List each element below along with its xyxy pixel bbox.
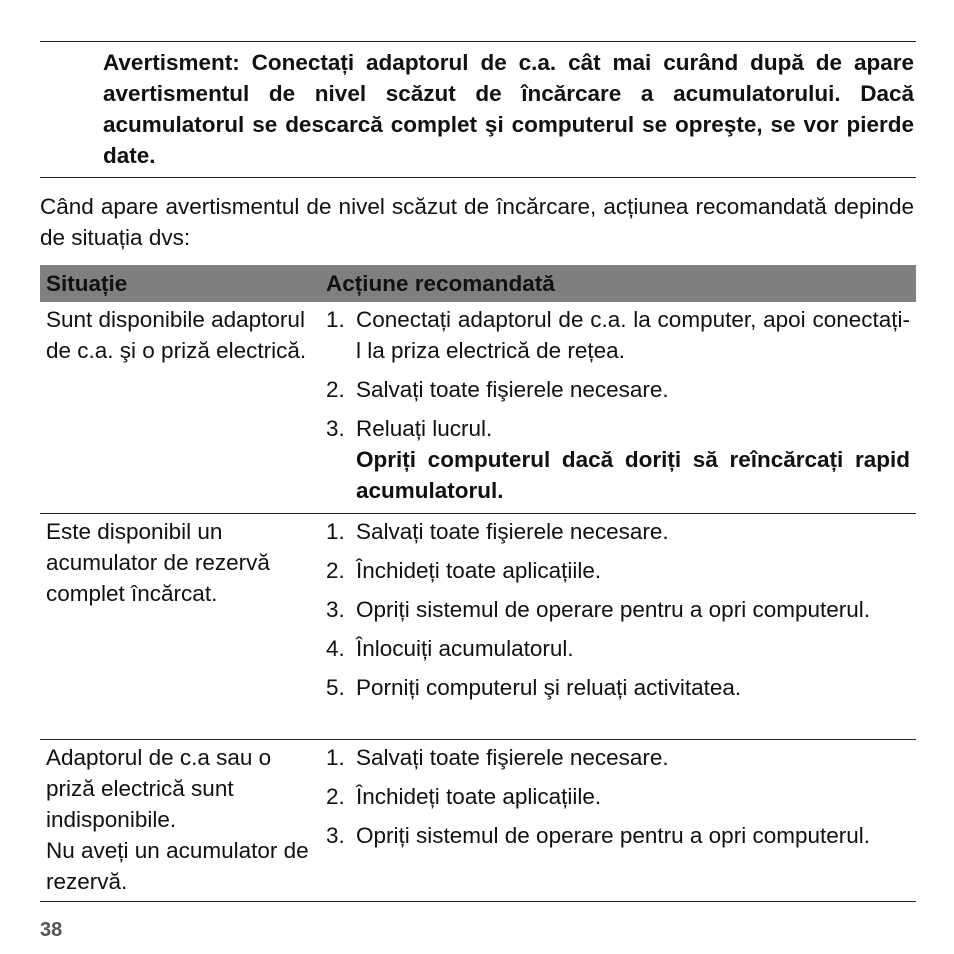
table-row bbox=[40, 302, 916, 514]
action-item bbox=[326, 594, 910, 625]
item-text: Salvați toate fişierele necesare. bbox=[356, 519, 669, 544]
action-item bbox=[326, 672, 910, 703]
header-action: Acțiune recomandată bbox=[326, 271, 555, 296]
item-text: Înlocuiți acumulatorul. bbox=[356, 636, 574, 661]
situation-text: Adaptorul de c.a sau o priză electrică sunt indisponibile. bbox=[46, 745, 272, 832]
item-number: 4. bbox=[326, 636, 345, 661]
item-number: 1. bbox=[326, 745, 345, 770]
item-text-group bbox=[356, 413, 910, 506]
table-header bbox=[40, 265, 916, 302]
action-item bbox=[326, 633, 910, 664]
item-number: 2. bbox=[326, 377, 345, 402]
action-item bbox=[326, 742, 910, 773]
item-number: 2. bbox=[326, 784, 345, 809]
situation-text: Sunt disponibile adaptorul de c.a. şi o priză electrică. bbox=[46, 307, 307, 363]
item-number: 1. bbox=[326, 307, 345, 332]
item-note: Opriți computerul dacă doriți să reîncărcați rapid acumulatorul. bbox=[356, 447, 910, 503]
item-text: Salvați toate fişierele necesare. bbox=[356, 377, 669, 402]
item-text: Salvați toate fişierele necesare. bbox=[356, 745, 669, 770]
action-item bbox=[326, 374, 910, 405]
item-text: Închideți toate aplicațiile. bbox=[356, 784, 602, 809]
item-number: 3. bbox=[326, 597, 345, 622]
item-text: Închideți toate aplicațiile. bbox=[356, 558, 602, 583]
item-text: Conectați adaptorul de c.a. la computer, apoi conectați-l la priza electrică de rețea. bbox=[356, 307, 910, 363]
warning-bottom-rule bbox=[40, 177, 916, 178]
action-item bbox=[326, 516, 910, 547]
item-number: 3. bbox=[326, 416, 345, 441]
item-text: Porniți computerul şi reluați activitatea. bbox=[356, 675, 742, 700]
situation-text: Este disponibil un acumulator de rezervă complet încărcat. bbox=[46, 519, 270, 606]
item-number: 2. bbox=[326, 558, 345, 583]
action-item bbox=[326, 413, 910, 506]
top-rule bbox=[40, 41, 916, 42]
action-item bbox=[326, 555, 910, 586]
item-text: Opriți sistemul de operare pentru a opri computerul. bbox=[356, 823, 870, 848]
action-cell bbox=[326, 302, 910, 513]
situation-extra-text: Nu aveți un acumulator de rezervă. bbox=[46, 838, 309, 894]
item-number: 5. bbox=[326, 675, 345, 700]
page-number: 38 bbox=[40, 919, 63, 941]
table-row bbox=[40, 740, 916, 902]
warning-text: Avertisment: Conectați adaptorul de c.a. cât mai curând după de apare avertismentul de nivel scăzut de încărcare a acumulatorului. Dacă acumulatorul se descarcă complet şi computerul se opreşte, se vor pierde date. bbox=[103, 50, 914, 168]
situation-cell bbox=[40, 514, 326, 739]
item-number: 3. bbox=[326, 823, 345, 848]
action-cell bbox=[326, 740, 910, 901]
situation-cell bbox=[40, 302, 326, 513]
action-table bbox=[40, 265, 916, 902]
item-text: Reluați lucrul. bbox=[356, 416, 493, 441]
action-item bbox=[326, 304, 910, 366]
item-number: 1. bbox=[326, 519, 345, 544]
table-row bbox=[40, 514, 916, 740]
intro-paragraph: Când apare avertismentul de nivel scăzut de încărcare, acțiunea recomandată depinde de situația dvs: bbox=[40, 194, 914, 250]
action-cell bbox=[326, 514, 910, 739]
item-text: Opriți sistemul de operare pentru a opri computerul. bbox=[356, 597, 870, 622]
situation-cell bbox=[40, 740, 326, 901]
action-item bbox=[326, 781, 910, 812]
header-situation: Situație bbox=[46, 271, 128, 296]
action-item bbox=[326, 820, 910, 851]
